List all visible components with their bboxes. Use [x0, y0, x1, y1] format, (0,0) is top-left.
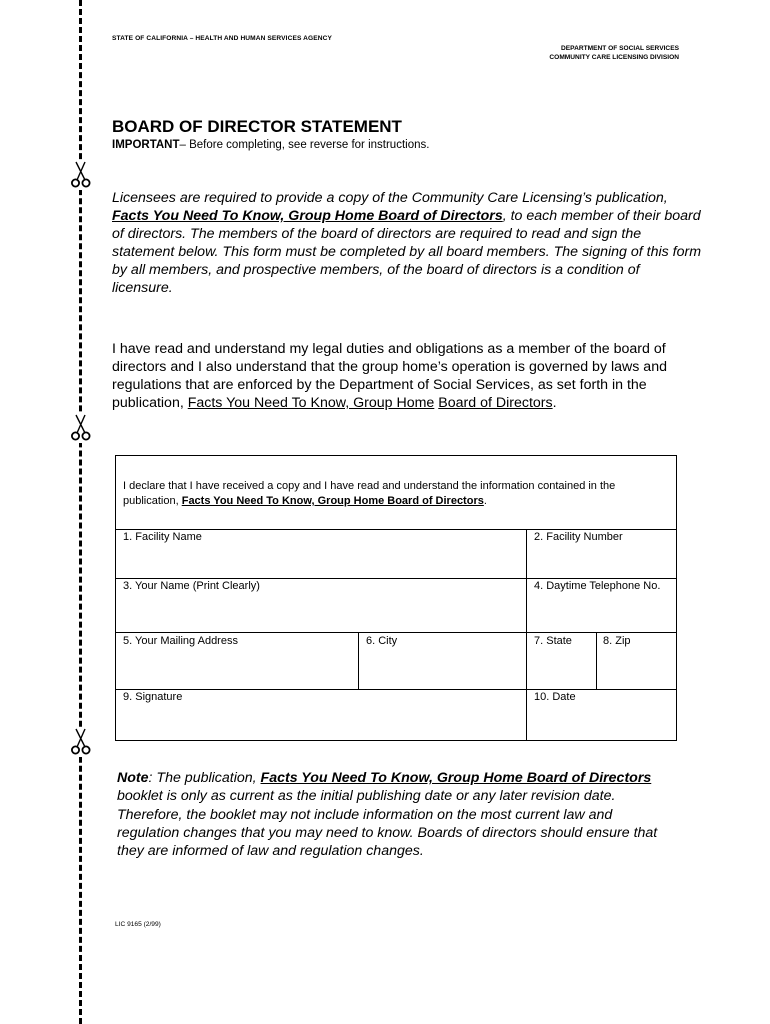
licensee-requirement-paragraph	[112, 189, 702, 298]
form-divider	[116, 529, 676, 530]
department-header	[549, 44, 679, 62]
agency-header: STATE OF CALIFORNIA – HEALTH AND HUMAN SERVICES AGENCY	[112, 35, 332, 42]
zip-field[interactable]: 8. Zip	[603, 635, 631, 647]
declaration-period: .	[483, 495, 487, 507]
page-title: BOARD OF DIRECTOR STATEMENT	[112, 117, 402, 136]
note-paragraph	[117, 769, 677, 860]
signature-field[interactable]: 9. Signature	[123, 691, 183, 703]
city-field[interactable]: 6. City	[366, 635, 398, 647]
facility-number-field[interactable]: 2. Facility Number	[534, 531, 623, 543]
para2-period: .	[552, 395, 557, 412]
cut-line	[79, 0, 82, 1024]
mailing-address-field[interactable]: 5. Your Mailing Address	[123, 635, 238, 647]
publication-title: Facts You Need To Know, Group Home Board of Directors	[112, 208, 503, 225]
important-notice	[112, 139, 429, 151]
form-number: LIC 9165 (2/99)	[115, 921, 161, 928]
your-name-field[interactable]: 3. Your Name (Print Clearly)	[123, 580, 260, 592]
scissors-icon	[70, 160, 92, 190]
date-field[interactable]: 10. Date	[534, 691, 576, 703]
form-column-divider	[358, 632, 359, 689]
important-text: – Before completing, see reverse for instructions.	[179, 139, 430, 151]
scissors-icon	[70, 413, 92, 443]
note-publication: Facts You Need To Know, Group Home Board of Directors	[260, 770, 652, 786]
publication-title-end: Board of Directors	[438, 395, 553, 412]
declaration-text	[123, 479, 668, 509]
para2-text: I have read and understand my legal duties and obligations as a member of the board of directors and I also understand that the group home’s operation is governed by laws and regulations that are enforced by the Department of Social Services, as set forth in the publication,	[112, 341, 667, 412]
important-label: IMPORTANT	[112, 139, 180, 151]
note-text: : The publication,	[148, 770, 261, 786]
form-divider	[116, 578, 676, 579]
division-name: COMMUNITY CARE LICENSING DIVISION	[549, 54, 679, 61]
form-divider	[116, 689, 676, 690]
para1-text: Licensees are required to provide a copy of the Community Care Licensing’s publication,	[112, 190, 668, 206]
para1-text-end: , to each member of their board of directors. The members of the board of directors are required to read and sign the statement below. This form must be completed by all board members. The signing of this form by all members, and prospective members, of the board of directors is a condition of licensure.	[112, 208, 702, 297]
daytime-phone-field[interactable]: 4. Daytime Telephone No.	[534, 580, 661, 592]
declaration-body: I declare that I have received a copy and I have read and understand the information contained in the publication,	[123, 480, 616, 507]
form-column-divider	[526, 529, 527, 741]
form-column-divider	[596, 632, 597, 689]
scissors-icon	[70, 727, 92, 757]
form-divider	[116, 632, 676, 633]
facility-name-field[interactable]: 1. Facility Name	[123, 531, 202, 543]
note-label: Note	[117, 770, 149, 786]
publication-title: Facts You Need To Know, Group Home	[187, 395, 435, 412]
note-text-end: booklet is only as current as the initial publishing date or any later revision date. Therefore, the booklet may not include information on the most current law and regulation changes that you may need to know. Boards of directors should ensure that they are informed of law and regulation changes.	[117, 788, 658, 860]
department-name: DEPARTMENT OF SOCIAL SERVICES	[561, 45, 679, 52]
acknowledgement-paragraph	[112, 340, 702, 412]
state-field[interactable]: 7. State	[534, 635, 572, 647]
declaration-publication: Facts You Need To Know, Group Home Board of Directors	[181, 495, 484, 507]
declaration-form	[115, 455, 677, 741]
